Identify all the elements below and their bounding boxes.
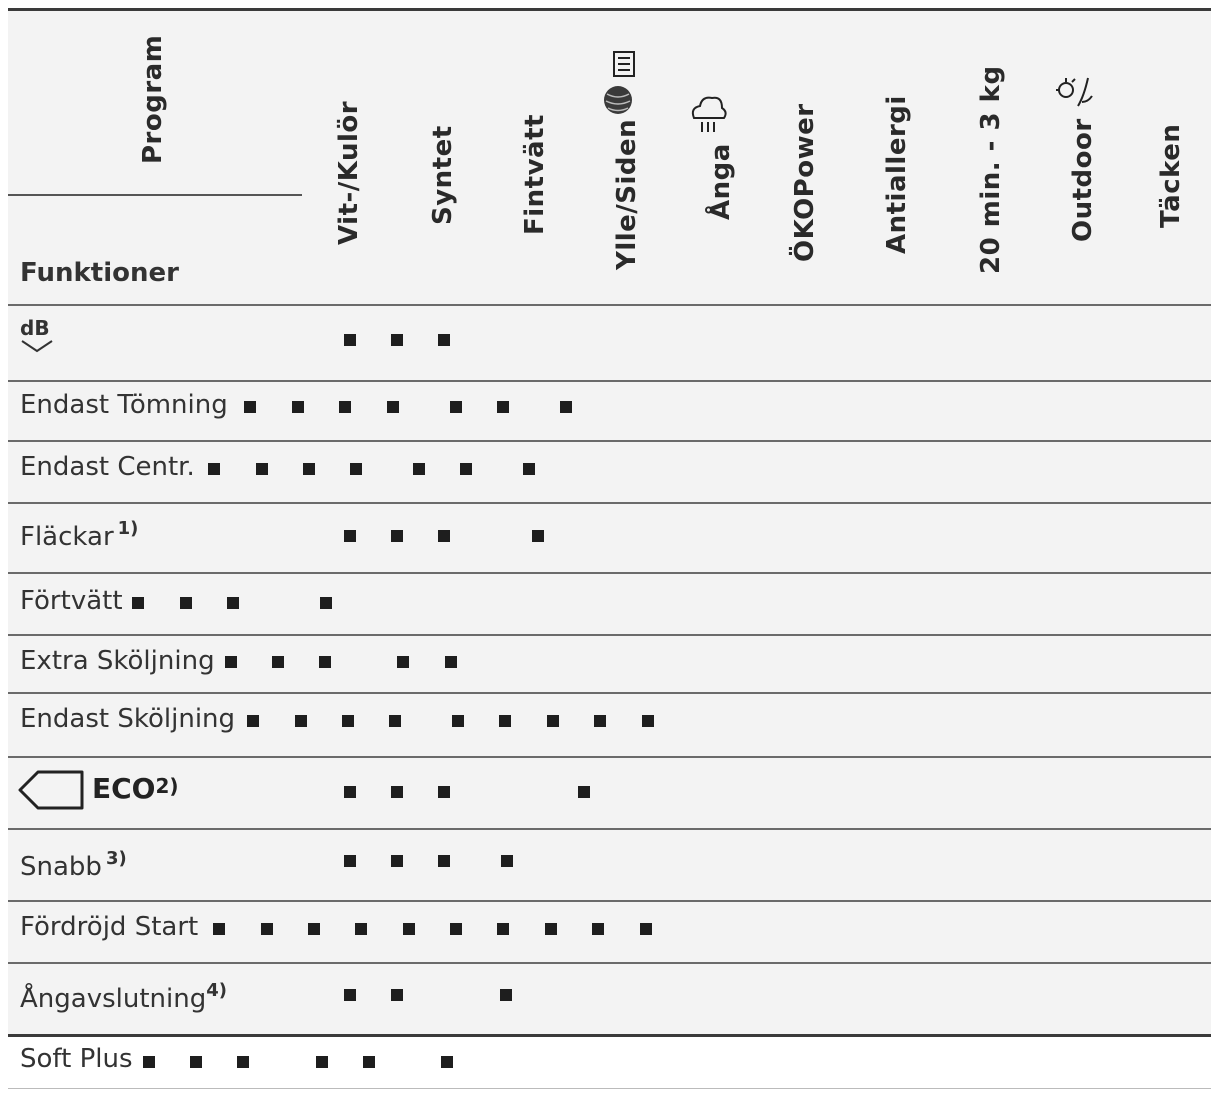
mark [438,334,450,346]
mark [450,401,462,413]
mark [578,786,590,798]
mark [594,715,606,727]
mark [497,401,509,413]
mark [190,1056,202,1068]
mark [295,715,307,727]
col-tacken: Täcken [1156,123,1186,228]
row-band [8,758,1211,828]
mark [387,401,399,413]
functions-label: Funktioner [20,258,179,288]
mark [499,715,511,727]
mark [441,1056,453,1068]
db-text: dB [20,316,50,340]
mark [391,334,403,346]
mark [363,1056,375,1068]
mark [403,923,415,935]
col-okopower: ÖKOPower [790,103,820,262]
mark [438,530,450,542]
mark [244,401,256,413]
mark [391,989,403,1001]
col-20min-3kg: 20 min. - 3 kg [976,65,1006,274]
mark [413,463,425,475]
mark [256,463,268,475]
row-label-text: Fläckar [20,522,114,552]
mark [132,597,144,609]
footnote-ref: 4) [206,980,227,1001]
outdoor-icon [1052,72,1096,116]
mark [391,855,403,867]
row-label-fordrojd-start: Fördröjd Start [20,912,199,942]
steam-icon [688,94,730,136]
mark [438,786,450,798]
mark [292,401,304,413]
mark [303,463,315,475]
program-label: Program [138,34,168,164]
mark [445,656,457,668]
mark [344,989,356,1001]
mark [391,530,403,542]
mark [592,923,604,935]
row-label-text: Snabb [20,852,102,882]
row-band [8,306,1211,380]
col-vit-kulor: Vit-/Kulör [334,100,364,245]
row-band [8,504,1211,572]
eco-text: ECO [92,772,156,805]
mark [460,463,472,475]
mark [319,656,331,668]
col-antiallergi: Antiallergi [882,95,912,254]
row-band [8,830,1211,900]
mark [180,597,192,609]
table-bottom-border [8,1088,1211,1089]
mark [272,656,284,668]
footnote-ref: 2) [155,774,179,798]
row-divider [8,1034,1211,1037]
mark [344,855,356,867]
mark [523,463,535,475]
row-label-flackar [20,518,139,552]
row-label-fortvatt: Förtvätt [20,586,123,616]
row-label-text: Ångavslutning [20,984,207,1014]
mark [497,923,509,935]
mark [344,530,356,542]
mark [227,597,239,609]
mark [452,715,464,727]
mark [316,1056,328,1068]
row-label-snabb [20,848,127,882]
eco-tag-icon [18,770,86,810]
mark [237,1056,249,1068]
row-label-angavslutning [20,980,227,1014]
row-label-soft-plus: Soft Plus [20,1044,133,1074]
row-label-endast-centr: Endast Centr. [20,452,195,482]
header-corner-divider [8,194,302,196]
mark [247,715,259,727]
mark [261,923,273,935]
mark [532,530,544,542]
mark [225,656,237,668]
mark [642,715,654,727]
mark [560,401,572,413]
mark [501,855,513,867]
footnote-ref: 3) [105,848,127,869]
col-outdoor: Outdoor [1068,118,1098,242]
mark [213,923,225,935]
mark [344,334,356,346]
wool-icon [598,48,640,120]
col-anga: Ånga [706,143,736,220]
footnote-ref: 1) [117,518,139,539]
db-quiet-icon [20,318,54,357]
mark [397,656,409,668]
chevron-down-icon [20,339,54,353]
mark [640,923,652,935]
mark [438,855,450,867]
mark [344,786,356,798]
mark [500,989,512,1001]
mark [391,786,403,798]
mark [339,401,351,413]
mark [208,463,220,475]
mark [350,463,362,475]
mark [320,597,332,609]
col-syntet: Syntet [428,125,458,225]
mark [547,715,559,727]
mark [389,715,401,727]
row-label-extra-skoljning: Extra Sköljning [20,646,215,676]
col-ylle-siden: Ylle/Siden [612,118,642,270]
mark [355,923,367,935]
mark [308,923,320,935]
row-label-endast-tomning: Endast Tömning [20,390,228,420]
row-label-endast-skoljning: Endast Sköljning [20,704,236,734]
table-top-border [8,8,1211,11]
col-fintvatt: Fintvätt [520,114,550,235]
mark [545,923,557,935]
mark [342,715,354,727]
eco-label [92,772,179,805]
mark [143,1056,155,1068]
mark [450,923,462,935]
